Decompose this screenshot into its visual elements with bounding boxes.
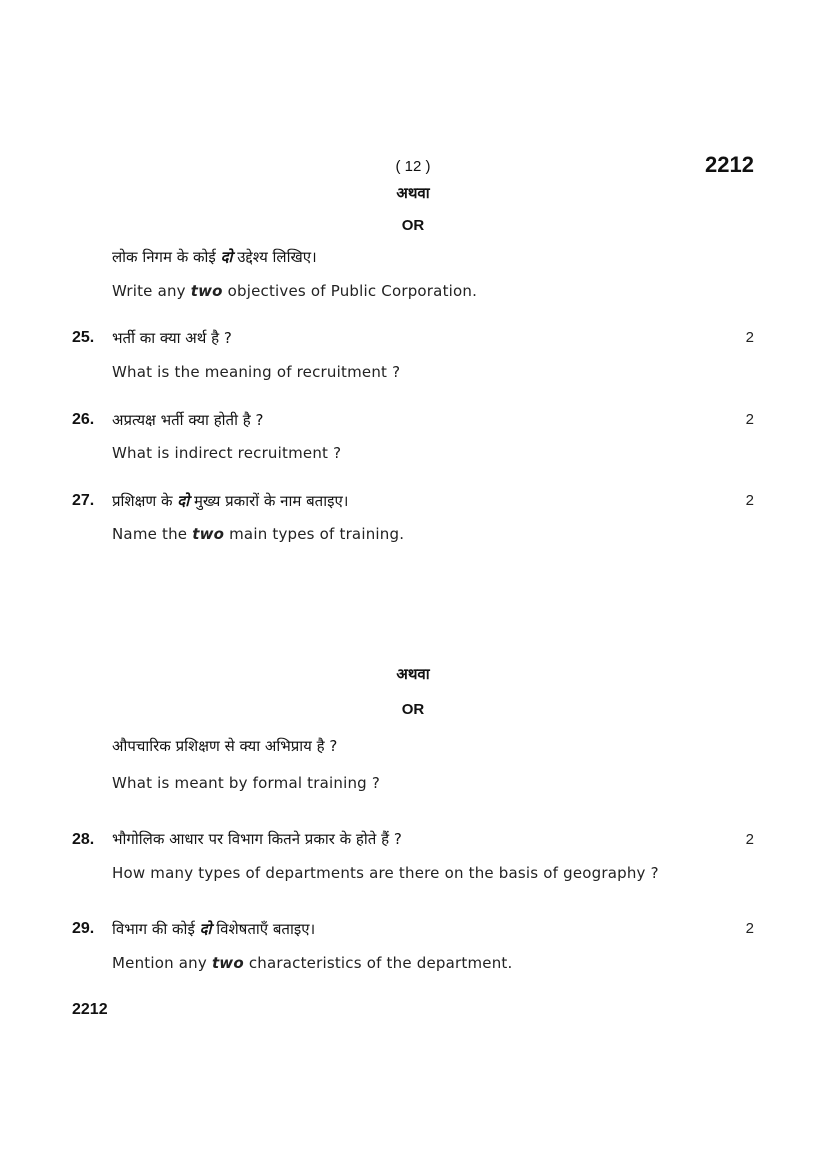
question-hindi: अप्रत्यक्ष भर्ती क्या होती है ? xyxy=(112,411,264,429)
or-hindi-label: अथवा xyxy=(396,184,430,202)
or-hindi-label: अथवा xyxy=(396,665,430,683)
q24-alt-english: Write any two objectives of Public Corporation. xyxy=(112,282,478,300)
q27-alt-english: What is meant by formal training ? xyxy=(112,774,381,792)
question-number: 29. xyxy=(72,920,95,937)
or-english-label: OR xyxy=(401,217,425,234)
question-english: What is indirect recruitment ? xyxy=(112,444,342,462)
question-marks: 2 xyxy=(745,329,754,346)
question-english: Mention any two characteristics of the department. xyxy=(112,954,513,972)
question-number: 28. xyxy=(72,831,95,848)
question-english: What is the meaning of recruitment ? xyxy=(112,363,401,381)
question-hindi: प्रशिक्षण के दो मुख्य प्रकारों के नाम बताइए। xyxy=(112,492,349,510)
question-marks: 2 xyxy=(745,492,754,509)
q24-alt-hindi: लोक निगम के कोई दो उद्देश्य लिखिए। xyxy=(112,248,317,266)
question-english: How many types of departments are there on the basis of geography ? xyxy=(112,864,659,882)
question-marks: 2 xyxy=(745,920,754,937)
question-english: Name the two main types of training. xyxy=(112,525,405,543)
question-hindi: विभाग की कोई दो विशेषताएँ बताइए। xyxy=(112,920,316,938)
question-hindi: भौगोलिक आधार पर विभाग कितने प्रकार के होते हैं ? xyxy=(112,830,402,848)
page-number: ( 12 ) xyxy=(395,158,431,175)
question-marks: 2 xyxy=(745,831,754,848)
question-hindi: भर्ती का क्या अर्थ है ? xyxy=(112,329,232,347)
paper-code-header: 2212 xyxy=(705,152,754,177)
paper-code-footer: 2212 xyxy=(72,1001,108,1018)
q27-alt-hindi: औपचारिक प्रशिक्षण से क्या अभिप्राय है ? xyxy=(112,737,338,755)
question-number: 25. xyxy=(72,329,95,346)
question-number: 27. xyxy=(72,492,95,509)
question-marks: 2 xyxy=(745,411,754,428)
question-number: 26. xyxy=(72,411,95,428)
or-english-label: OR xyxy=(401,701,425,718)
